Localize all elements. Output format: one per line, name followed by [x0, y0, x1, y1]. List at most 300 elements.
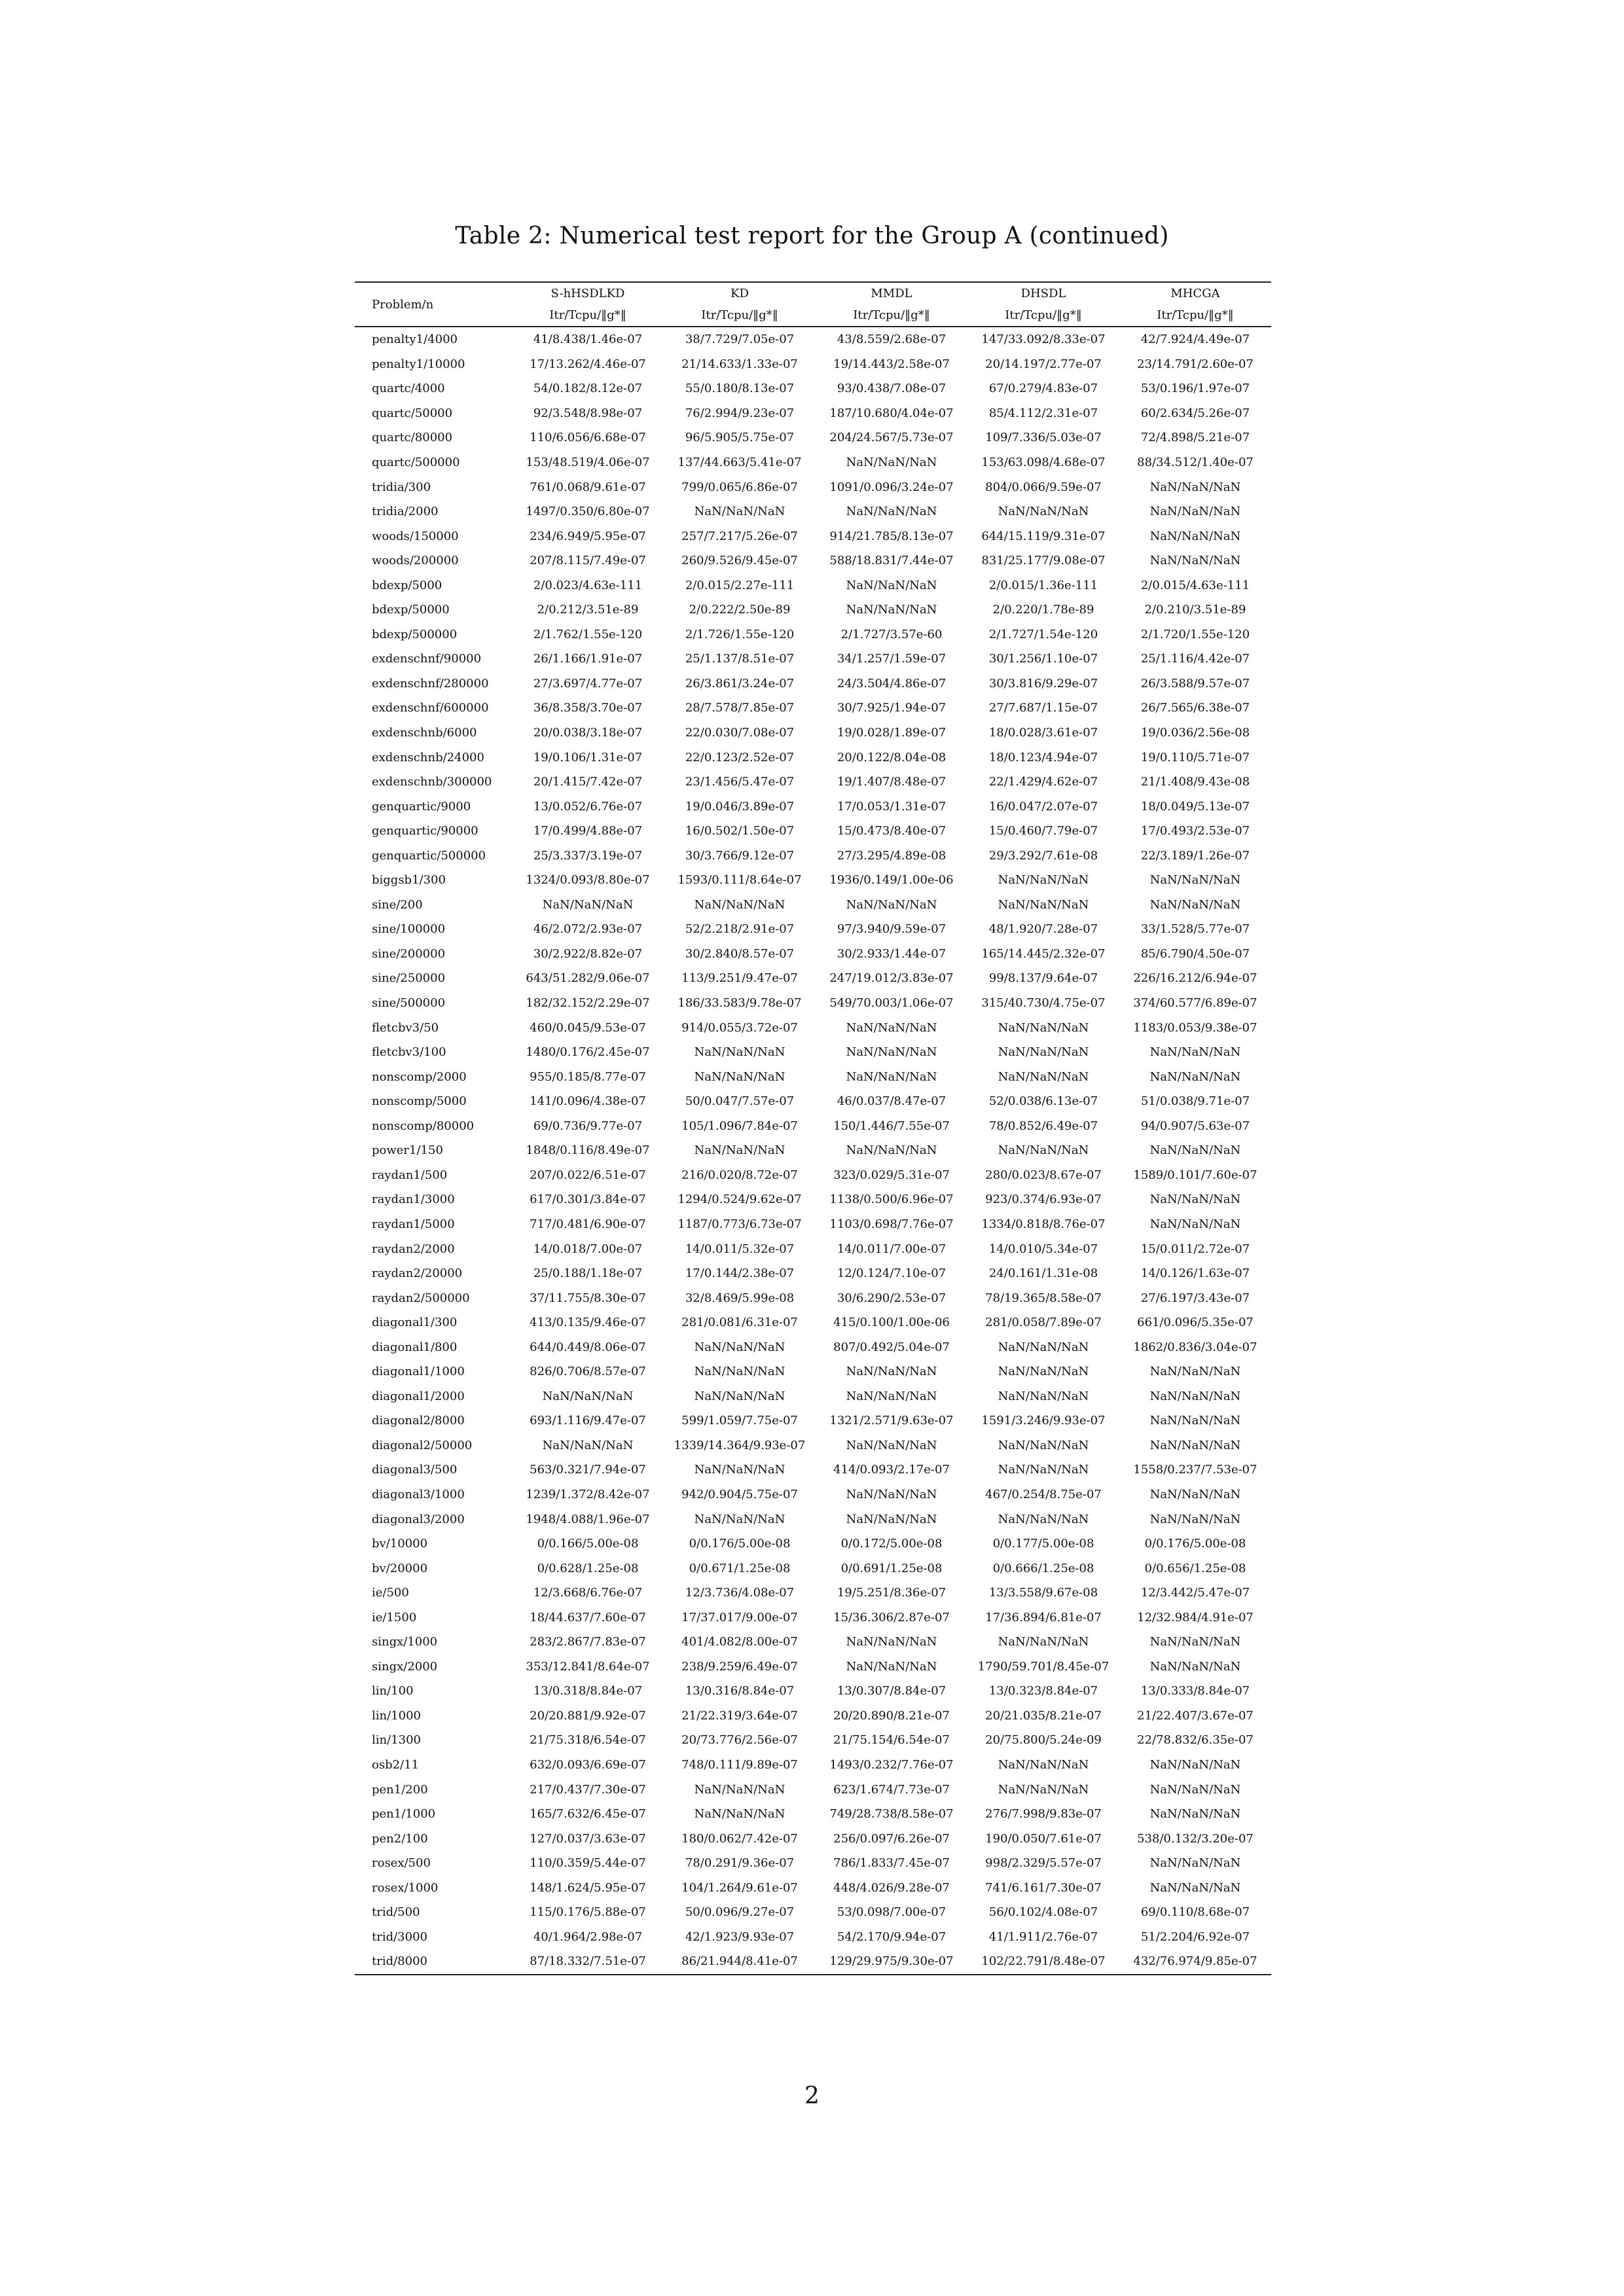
result-cell: 0/0.628/1.25e-08	[537, 1561, 639, 1575]
result-cell: NaN/NaN/NaN	[1149, 1143, 1241, 1158]
result-cell: 623/1.674/7.73e-07	[833, 1782, 950, 1797]
result-cell: 256/0.097/6.26e-07	[833, 1831, 950, 1846]
table-row	[355, 1507, 1271, 1532]
result-cell: 283/2.867/7.83e-07	[530, 1635, 646, 1649]
result-cell: NaN/NaN/NaN	[846, 1487, 937, 1501]
table-row	[355, 1285, 1271, 1310]
result-cell: 69/0.736/9.77e-07	[533, 1119, 643, 1133]
result-cell: 1321/2.571/9.63e-07	[829, 1414, 954, 1428]
result-cell: 217/0.437/7.30e-07	[530, 1782, 646, 1797]
problem-cell: rosex/1000	[372, 1880, 439, 1895]
table-row	[355, 1138, 1271, 1163]
result-cell: NaN/NaN/NaN	[998, 1757, 1089, 1772]
table-row	[355, 647, 1271, 672]
result-cell: 786/1.833/7.45e-07	[833, 1856, 950, 1871]
result-cell: 281/0.058/7.89e-07	[985, 1316, 1102, 1330]
result-cell: 54/0.182/8.12e-07	[533, 382, 643, 396]
table-row	[355, 598, 1271, 622]
result-cell: 998/2.329/5.57e-07	[985, 1856, 1102, 1871]
result-cell: NaN/NaN/NaN	[998, 1438, 1089, 1452]
problem-cell: nonscomp/5000	[372, 1094, 467, 1109]
result-cell: 0/0.671/1.25e-08	[689, 1561, 791, 1575]
table-row	[355, 1851, 1271, 1876]
table-header	[355, 282, 1271, 327]
result-cell: 22/1.429/4.62e-07	[988, 775, 1098, 789]
result-cell: 1948/4.088/1.96e-07	[526, 1512, 650, 1526]
result-cell: NaN/NaN/NaN	[1149, 1856, 1241, 1871]
result-cell: 761/0.068/9.61e-07	[530, 480, 646, 494]
table-row	[355, 917, 1271, 942]
method-header-row	[355, 282, 1271, 304]
result-cell: 127/0.037/3.63e-07	[530, 1831, 646, 1846]
table-row	[355, 672, 1271, 696]
result-cell: 38/7.729/7.05e-07	[685, 332, 795, 347]
problem-cell: ie/1500	[372, 1610, 417, 1624]
result-cell: 69/0.110/8.68e-07	[1140, 1905, 1250, 1920]
result-cell: NaN/NaN/NaN	[1149, 1487, 1241, 1501]
result-cell: 22/3.189/1.26e-07	[1140, 848, 1250, 863]
result-cell: 644/0.449/8.06e-07	[530, 1340, 646, 1354]
result-cell: 1183/0.053/9.38e-07	[1133, 1020, 1257, 1035]
result-cell: 48/1.920/7.28e-07	[988, 922, 1098, 937]
result-cell: 41/1.911/2.76e-07	[988, 1929, 1098, 1944]
result-cell: 432/76.974/9.85e-07	[1133, 1954, 1257, 1969]
problem-cell: ie/500	[372, 1586, 409, 1600]
result-cell: NaN/NaN/NaN	[694, 1045, 785, 1060]
table-row	[355, 1163, 1271, 1188]
problem-cell: exdenschnb/24000	[372, 750, 484, 764]
result-cell: NaN/NaN/NaN	[998, 1020, 1089, 1035]
result-cell: 17/13.262/4.46e-07	[530, 357, 646, 371]
result-cell: 36/8.358/3.70e-07	[533, 701, 643, 715]
problem-cell: bdexp/500000	[372, 627, 458, 641]
result-cell: NaN/NaN/NaN	[1149, 1512, 1241, 1526]
result-cell: 30/7.925/1.94e-07	[837, 701, 947, 715]
result-cell: 21/22.319/3.64e-07	[681, 1708, 798, 1723]
result-cell: 23/14.791/2.60e-07	[1137, 357, 1254, 371]
result-cell: NaN/NaN/NaN	[1149, 554, 1241, 568]
result-cell: NaN/NaN/NaN	[1149, 1069, 1241, 1084]
result-cell: 30/3.816/9.29e-07	[988, 676, 1098, 691]
result-cell: 27/6.197/3.43e-07	[1140, 1291, 1250, 1305]
table-row	[355, 1064, 1271, 1089]
result-cell: 18/0.028/3.61e-07	[988, 726, 1098, 740]
problem-cell: genquartic/90000	[372, 824, 478, 838]
problem-cell: woods/150000	[372, 529, 459, 543]
result-cell: 34/1.257/1.59e-07	[837, 652, 947, 666]
result-cell: 147/33.092/8.33e-07	[981, 332, 1106, 347]
result-cell: 186/33.583/9.78e-07	[677, 996, 802, 1011]
table-row	[355, 1359, 1271, 1384]
result-cell: 942/0.904/5.75e-07	[681, 1487, 798, 1501]
problem-cell: penalty1/10000	[372, 357, 465, 371]
result-cell: 1480/0.176/2.45e-07	[526, 1045, 650, 1060]
result-cell: 2/1.726/1.55e-120	[685, 627, 795, 641]
result-cell: 216/0.020/8.72e-07	[681, 1168, 798, 1182]
result-cell: 588/18.831/7.44e-07	[829, 554, 954, 568]
result-cell: NaN/NaN/NaN	[542, 1389, 634, 1403]
result-cell: 563/0.321/7.94e-07	[530, 1463, 646, 1477]
result-cell: 20/1.415/7.42e-07	[533, 775, 643, 789]
result-cell: NaN/NaN/NaN	[998, 505, 1089, 519]
result-cell: 110/6.056/6.68e-07	[530, 431, 646, 445]
result-cell: 1936/0.149/1.00e-06	[829, 873, 954, 888]
result-cell: 207/0.022/6.51e-07	[530, 1168, 646, 1182]
result-cell: 2/0.015/1.36e-111	[988, 578, 1098, 592]
result-cell: 2/1.720/1.55e-120	[1140, 627, 1250, 641]
result-cell: 72/4.898/5.21e-07	[1140, 431, 1250, 445]
result-cell: 632/0.093/6.69e-07	[530, 1757, 646, 1772]
result-cell: NaN/NaN/NaN	[1149, 873, 1241, 888]
result-cell: 2/0.015/4.63e-111	[1140, 578, 1250, 592]
result-cell: 0/0.172/5.00e-08	[840, 1537, 943, 1551]
problem-cell: sine/200	[372, 897, 423, 912]
result-cell: 93/0.438/7.08e-07	[837, 382, 947, 396]
problem-cell: bdexp/50000	[372, 603, 450, 617]
result-cell: 2/0.210/3.51e-89	[1144, 603, 1246, 617]
table-row	[355, 1015, 1271, 1040]
table-row	[355, 1556, 1271, 1581]
result-cell: 14/0.011/5.32e-07	[685, 1242, 795, 1256]
problem-cell: singx/2000	[372, 1659, 438, 1674]
result-cell: NaN/NaN/NaN	[1149, 1217, 1241, 1231]
result-cell: 413/0.135/9.46e-07	[530, 1316, 646, 1330]
result-cell: 187/10.680/4.04e-07	[829, 406, 954, 420]
table-row	[355, 1875, 1271, 1900]
table-row	[355, 1433, 1271, 1458]
table-row	[355, 1605, 1271, 1630]
result-cell: 30/2.922/8.82e-07	[533, 946, 643, 961]
result-cell: 1138/0.500/6.96e-07	[829, 1193, 954, 1207]
problem-cell: genquartic/9000	[372, 799, 471, 814]
result-cell: 32/8.469/5.99e-08	[685, 1291, 795, 1305]
result-cell: NaN/NaN/NaN	[998, 1389, 1089, 1403]
result-cell: 923/0.374/6.93e-07	[985, 1193, 1102, 1207]
result-cell: 914/0.055/3.72e-07	[681, 1020, 798, 1035]
result-cell: 661/0.096/5.35e-07	[1137, 1316, 1254, 1330]
result-cell: NaN/NaN/NaN	[998, 1512, 1089, 1526]
result-cell: 30/1.256/1.10e-07	[988, 652, 1098, 666]
result-cell: 1497/0.350/6.80e-07	[526, 505, 650, 519]
method-header: DHSDL	[1020, 287, 1066, 300]
result-cell: 30/2.933/1.44e-07	[837, 946, 947, 961]
result-cell: 617/0.301/3.84e-07	[530, 1193, 646, 1207]
metric-subheader: Itr/Tcpu/‖g*‖	[1005, 308, 1082, 322]
result-cell: 25/1.137/8.51e-07	[685, 652, 795, 666]
result-cell: 914/21.785/8.13e-07	[829, 529, 954, 543]
result-cell: 14/0.010/5.34e-07	[988, 1242, 1098, 1256]
result-cell: 15/0.011/2.72e-07	[1140, 1242, 1250, 1256]
result-cell: 21/75.318/6.54e-07	[530, 1733, 646, 1748]
table-row	[355, 1408, 1271, 1433]
result-cell: 42/1.923/9.93e-07	[685, 1929, 795, 1944]
result-cell: NaN/NaN/NaN	[1149, 480, 1241, 494]
table-row	[355, 1482, 1271, 1507]
result-cell: 110/0.359/5.44e-07	[530, 1856, 646, 1871]
problem-cell: sine/250000	[372, 971, 446, 986]
result-cell: 20/0.122/8.04e-08	[837, 750, 947, 764]
result-cell: 51/2.204/6.92e-07	[1140, 1929, 1250, 1944]
result-cell: NaN/NaN/NaN	[846, 1045, 937, 1060]
result-cell: 717/0.481/6.90e-07	[530, 1217, 646, 1231]
result-cell: NaN/NaN/NaN	[694, 1389, 785, 1403]
result-cell: 19/0.106/1.31e-07	[533, 750, 643, 764]
table-row	[355, 1728, 1271, 1753]
result-cell: 43/8.559/2.68e-07	[837, 332, 947, 347]
result-cell: 109/7.336/5.03e-07	[985, 431, 1102, 445]
result-cell: 27/7.687/1.15e-07	[988, 701, 1098, 715]
result-cell: 467/0.254/8.75e-07	[985, 1487, 1102, 1501]
result-cell: 13/0.307/8.84e-07	[837, 1684, 947, 1698]
result-cell: 2/1.727/1.54e-120	[988, 627, 1098, 641]
result-cell: 137/44.663/5.41e-07	[677, 456, 802, 469]
problem-cell: diagonal3/2000	[372, 1512, 465, 1526]
result-cell: NaN/NaN/NaN	[846, 603, 937, 617]
result-cell: 644/15.119/9.31e-07	[981, 529, 1106, 543]
result-cell: 190/0.050/7.61e-07	[985, 1831, 1102, 1846]
problem-cell: osb2/11	[372, 1757, 420, 1772]
table-row	[355, 721, 1271, 745]
table-row	[355, 1212, 1271, 1237]
problem-cell: bdexp/5000	[372, 578, 442, 592]
problem-cell: pen1/200	[372, 1782, 428, 1797]
result-cell: NaN/NaN/NaN	[694, 1365, 785, 1379]
result-cell: 55/0.180/8.13e-07	[685, 382, 795, 396]
result-cell: 104/1.264/9.61e-07	[681, 1880, 798, 1895]
result-cell: 13/0.333/8.84e-07	[1140, 1684, 1250, 1698]
result-cell: NaN/NaN/NaN	[1149, 1635, 1241, 1649]
table-row	[355, 1753, 1271, 1778]
table-row	[355, 1679, 1271, 1704]
result-cell: 749/28.738/8.58e-07	[829, 1807, 954, 1821]
problem-cell: lin/1300	[372, 1733, 421, 1748]
result-cell: 21/14.633/1.33e-07	[681, 357, 798, 371]
result-cell: 165/14.445/2.32e-07	[981, 946, 1106, 961]
page-number: 2	[804, 2083, 820, 2109]
problem-cell: genquartic/500000	[372, 848, 486, 863]
result-cell: 53/0.196/1.97e-07	[1140, 382, 1250, 396]
result-cell: NaN/NaN/NaN	[1149, 529, 1241, 543]
problem-cell: diagonal1/2000	[372, 1389, 465, 1403]
result-cell: 15/0.460/7.79e-07	[988, 824, 1098, 838]
result-cell: 19/0.028/1.89e-07	[837, 726, 947, 740]
result-cell: 2/0.212/3.51e-89	[537, 603, 639, 617]
result-cell: 78/19.365/8.58e-07	[985, 1291, 1102, 1305]
result-cell: 1187/0.773/6.73e-07	[677, 1217, 802, 1231]
result-cell: 281/0.081/6.31e-07	[681, 1316, 798, 1330]
result-cell: NaN/NaN/NaN	[542, 897, 634, 912]
result-cell: 17/0.493/2.53e-07	[1140, 824, 1250, 838]
metric-subheader: Itr/Tcpu/‖g*‖	[549, 308, 626, 322]
problem-cell: singx/1000	[372, 1635, 438, 1649]
result-cell: 1324/0.093/8.80e-07	[526, 873, 650, 888]
result-cell: 16/0.047/2.07e-07	[988, 799, 1098, 814]
result-cell: 21/22.407/3.67e-07	[1137, 1708, 1254, 1723]
result-cell: 1339/14.364/9.93e-07	[674, 1438, 806, 1452]
result-cell: 17/37.017/9.00e-07	[681, 1610, 798, 1624]
result-cell: 25/1.116/4.42e-07	[1140, 652, 1250, 666]
result-cell: NaN/NaN/NaN	[542, 1438, 634, 1452]
result-cell: 0/0.656/1.25e-08	[1144, 1561, 1246, 1575]
problem-cell: diagonal3/500	[372, 1463, 458, 1477]
result-cell: 0/0.666/1.25e-08	[992, 1561, 1094, 1575]
result-cell: 96/5.905/5.75e-07	[685, 431, 795, 445]
table-row	[355, 524, 1271, 548]
result-cell: 1862/0.836/3.04e-07	[1133, 1340, 1257, 1354]
result-cell: 105/1.096/7.84e-07	[681, 1119, 798, 1133]
problem-cell: fletcbv3/50	[372, 1020, 439, 1035]
result-cell: 414/0.093/2.17e-07	[833, 1463, 950, 1477]
table-row	[355, 696, 1271, 721]
table-row	[355, 475, 1271, 499]
result-cell: 20/75.800/5.24e-09	[985, 1733, 1102, 1748]
result-cell: NaN/NaN/NaN	[694, 1069, 785, 1084]
result-cell: NaN/NaN/NaN	[694, 505, 785, 519]
method-header: KD	[731, 287, 749, 300]
problem-cell: raydan1/500	[372, 1168, 448, 1182]
table-row	[355, 942, 1271, 967]
result-cell: NaN/NaN/NaN	[846, 897, 937, 912]
result-cell: 92/3.548/8.98e-07	[533, 406, 643, 420]
result-cell: 60/2.634/5.26e-07	[1140, 406, 1250, 420]
result-cell: 12/0.124/7.10e-07	[837, 1266, 947, 1281]
table-row	[355, 1630, 1271, 1655]
table-row	[355, 1532, 1271, 1556]
result-cell: 86/21.944/8.41e-07	[681, 1954, 798, 1969]
problem-cell: sine/200000	[372, 946, 446, 961]
result-cell: 14/0.011/7.00e-07	[837, 1242, 947, 1256]
problem-cell: exdenschnf/600000	[372, 701, 489, 715]
table-row	[355, 1310, 1271, 1335]
result-cell: 30/2.840/8.57e-07	[685, 946, 795, 961]
result-cell: 204/24.567/5.73e-07	[829, 431, 954, 445]
result-cell: 2/0.023/4.63e-111	[533, 578, 643, 592]
result-cell: 26/1.166/1.91e-07	[533, 652, 643, 666]
result-cell: 448/4.026/9.28e-07	[833, 1880, 950, 1895]
result-cell: NaN/NaN/NaN	[1149, 897, 1241, 912]
result-cell: NaN/NaN/NaN	[1149, 1807, 1241, 1821]
result-cell: 2/0.220/1.78e-89	[992, 603, 1094, 617]
result-cell: NaN/NaN/NaN	[694, 1512, 785, 1526]
result-cell: 238/9.259/6.49e-07	[681, 1659, 798, 1674]
problem-cell: bv/10000	[372, 1537, 428, 1551]
result-cell: 37/11.755/8.30e-07	[530, 1291, 646, 1305]
problem-cell: trid/3000	[372, 1929, 427, 1944]
result-cell: 226/16.212/6.94e-07	[1133, 971, 1257, 986]
table-row	[355, 1704, 1271, 1729]
problem-cell: fletcbv3/100	[372, 1045, 446, 1060]
table-row	[355, 1458, 1271, 1482]
result-cell: NaN/NaN/NaN	[846, 456, 937, 469]
results-table-container	[355, 281, 1271, 1975]
result-cell: 20/21.035/8.21e-07	[985, 1708, 1102, 1723]
result-cell: 78/0.852/6.49e-07	[988, 1119, 1098, 1133]
problem-cell: sine/100000	[372, 922, 446, 937]
result-cell: 150/1.446/7.55e-07	[833, 1119, 950, 1133]
result-cell: 14/0.126/1.63e-07	[1140, 1266, 1250, 1281]
result-cell: 1848/0.116/8.49e-07	[526, 1143, 650, 1158]
table-row	[355, 893, 1271, 918]
result-cell: 27/3.295/4.89e-08	[837, 848, 947, 863]
result-cell: 13/3.558/9.67e-08	[988, 1586, 1098, 1600]
problem-cell: quartc/500000	[372, 456, 460, 469]
result-cell: 1591/3.246/9.93e-07	[981, 1414, 1106, 1428]
result-cell: NaN/NaN/NaN	[1149, 1757, 1241, 1772]
result-cell: 280/0.023/8.67e-07	[985, 1168, 1102, 1182]
result-cell: 643/51.282/9.06e-07	[526, 971, 650, 986]
problem-cell: trid/8000	[372, 1954, 427, 1969]
result-cell: 22/0.030/7.08e-07	[685, 726, 795, 740]
result-cell: NaN/NaN/NaN	[1149, 1193, 1241, 1207]
result-cell: 20/73.776/2.56e-07	[681, 1733, 798, 1748]
result-cell: 13/0.052/6.76e-07	[533, 799, 643, 814]
table-row	[355, 1802, 1271, 1827]
result-cell: 165/7.632/6.45e-07	[530, 1807, 646, 1821]
result-cell: 12/3.668/6.76e-07	[533, 1586, 643, 1600]
result-cell: 115/0.176/5.88e-07	[530, 1905, 646, 1920]
table-row	[355, 573, 1271, 598]
result-cell: 13/0.316/8.84e-07	[685, 1684, 795, 1698]
problem-cell: raydan2/2000	[372, 1242, 455, 1256]
table-row	[355, 1335, 1271, 1359]
result-cell: 374/60.577/6.89e-07	[1133, 996, 1257, 1011]
result-cell: 113/9.251/9.47e-07	[681, 971, 798, 986]
result-cell: 207/8.115/7.49e-07	[530, 554, 646, 568]
result-cell: 17/0.499/4.88e-07	[533, 824, 643, 838]
result-cell: 19/14.443/2.58e-07	[833, 357, 950, 371]
result-cell: 85/6.790/4.50e-07	[1140, 946, 1250, 961]
problem-cell: exdenschnb/6000	[372, 726, 477, 740]
result-cell: NaN/NaN/NaN	[846, 578, 937, 592]
result-cell: 78/0.291/9.36e-07	[685, 1856, 795, 1871]
result-cell: 19/0.110/5.71e-07	[1140, 750, 1250, 764]
result-cell: 2/1.762/1.55e-120	[533, 627, 643, 641]
problem-cell: diagonal2/8000	[372, 1414, 465, 1428]
result-cell: 26/3.861/3.24e-07	[685, 676, 795, 691]
result-cell: 2/1.727/3.57e-60	[840, 627, 943, 641]
table-row	[355, 401, 1271, 426]
table-body	[355, 327, 1271, 1975]
result-cell: 52/0.038/6.13e-07	[988, 1094, 1098, 1109]
result-cell: 30/3.766/9.12e-07	[685, 848, 795, 863]
result-cell: 1558/0.237/7.53e-07	[1133, 1463, 1257, 1477]
table-row	[355, 1187, 1271, 1212]
problem-cell: raydan1/3000	[372, 1193, 455, 1207]
table-row	[355, 1777, 1271, 1802]
result-cell: 99/8.137/9.64e-07	[988, 971, 1098, 986]
problem-cell: biggsb1/300	[372, 873, 446, 888]
result-cell: 0/0.177/5.00e-08	[992, 1537, 1094, 1551]
result-cell: 26/3.588/9.57e-07	[1140, 676, 1250, 691]
result-cell: 12/32.984/4.91e-07	[1137, 1610, 1254, 1624]
table-row	[355, 745, 1271, 770]
result-cell: 323/0.029/5.31e-07	[833, 1168, 950, 1182]
result-cell: 24/0.161/1.31e-08	[988, 1266, 1098, 1281]
result-cell: 21/75.154/6.54e-07	[833, 1733, 950, 1748]
table-row	[355, 819, 1271, 844]
metric-subheader: Itr/Tcpu/‖g*‖	[1157, 308, 1234, 322]
result-cell: 102/22.791/8.48e-07	[981, 1954, 1106, 1969]
result-cell: 599/1.059/7.75e-07	[681, 1414, 798, 1428]
problem-cell: penalty1/4000	[372, 332, 458, 347]
result-cell: NaN/NaN/NaN	[998, 1635, 1089, 1649]
result-cell: 15/36.306/2.87e-07	[833, 1610, 950, 1624]
result-cell: 25/0.188/1.18e-07	[533, 1266, 643, 1281]
result-cell: NaN/NaN/NaN	[846, 1389, 937, 1403]
result-cell: 1589/0.101/7.60e-07	[1133, 1168, 1257, 1182]
result-cell: 1103/0.698/7.76e-07	[829, 1217, 954, 1231]
result-cell: 148/1.624/5.95e-07	[530, 1880, 646, 1895]
